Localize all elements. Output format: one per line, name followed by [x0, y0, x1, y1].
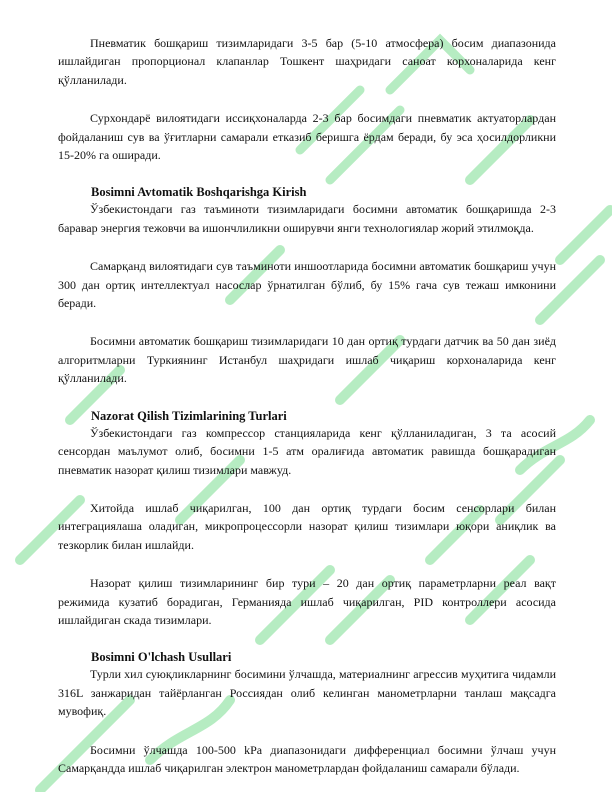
paragraph: Пневматик бошқариш тизимларидаги 3-5 бар (5-10 атмосфера) босим диапазонида ишлайдиган пропорционал клапанлар Тошкент шаҳридаги саноат корхоналарида кенг қўлланилади.	[58, 36, 556, 87]
paragraph: Ўзбекистондаги газ таъминоти тизимларидаги босимни автоматик бошқаришда 2-3 баравар энергия тежовчи ва ишончлиликни оширувчи янги технологиялар жорий этилмоқда.	[58, 202, 556, 235]
paragraph: Назорат қилиш тизимларининг бир тури – 20 дан ортиқ параметрларни реал вақт режимида кузатиб борадиган, Германияда ишлаб чиқарилган, PID контроллери асосида ишлайдиган скада тизимлари.	[58, 576, 556, 627]
paragraph: Самарқанд вилоятидаги сув таъминоти иншоотларида босимни автоматик бошқариш учун 300 дан ортиқ интеллектуал насослар ўрнатилган бўлиб, бу 15% гача сув тежаш имконини беради.	[58, 259, 556, 311]
paragraph: Турли хил суюқликларнинг босимини ўлчашда, материалнинг агрессив муҳитига чидамли 316L занжаридан тайёрланган Россиядан олиб келинган манометрларни танлаш мақсадга мувофиқ.	[58, 667, 556, 719]
section-automatic-control	[58, 184, 556, 387]
section-control-systems	[58, 408, 556, 630]
paragraph: Сурхондарё вилоятидаги иссиқхоналарда 2-3 бар босимдаги пневматик актуаторлардан фойдаланиш сув ва ўғитларни самарали етказиб беришга ёрдам беради, бу эса ҳосилдорликни 15-20% га оширади.	[58, 111, 556, 163]
paragraph: Хитойда ишлаб чиқарилган, 100 дан ортиқ турдаги босим сенсорлари билан интеграциялаша оладиган, микропроцессорли назорат қилиш тизимлари юқори аниқлик ва тезкорлик билан ишлайди.	[58, 500, 556, 552]
section-heading: Bosimni O'lchash Usullari	[91, 650, 232, 665]
section-measurement-methods	[58, 649, 556, 777]
paragraph: Босимни ўлчашда 100-500 kPa диапазонидаги дифференциал босимни ўлчаш учун Самарқандда ишлаб чиқарилган электрон манометрлардан фойдаланиш самарали бўлади.	[58, 742, 556, 775]
paragraph: Босимни автоматик бошқариш тизимларидаги 10 дан ортиқ турдаги датчик ва 50 дан зиёд алгоритмларни Туркиянинг Истанбул шаҳридаги ишлаб чиқариш корхоналарида кенг қўлланилади.	[58, 334, 556, 386]
section-heading: Bosimni Avtomatik Boshqarishga Kirish	[91, 185, 307, 200]
section-heading: Nazorat Qilish Tizimlarining Turlari	[91, 408, 287, 423]
section-intro	[58, 34, 556, 164]
paragraph: Ўзбекистондаги газ компрессор станцияларида кенг қўлланиладиган, 3 та асосий сенсордан маълумот олиб, босимни 1-5 атм оралиғида автоматик равишда бошқарадиган пневматик назорат қилиш тизимлари мавжуд.	[58, 425, 556, 477]
